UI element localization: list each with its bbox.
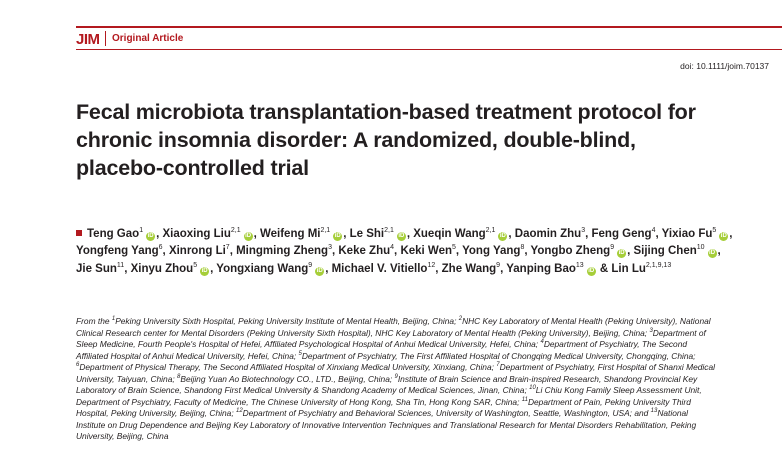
- orcid-icon[interactable]: iD: [245, 233, 252, 239]
- author-name: Xiaoxing Liu: [162, 228, 231, 240]
- author-affiliation-sup: 4: [651, 227, 656, 235]
- author-affiliation-sup: 5: [193, 261, 198, 269]
- author-name: Keke Zhu: [338, 245, 391, 258]
- author-name: Keki Wen: [400, 245, 452, 258]
- author-affiliation-sup: 5: [712, 227, 717, 235]
- author-affiliation-sup: 2,1: [384, 227, 394, 235]
- author-list: Teng Gao$^1$iD , Xiaoxing Liu$^{2,1}$iD , Weifeng Mi$^{2,1}$iD , Le Shi$^{2,1}$iD , Xueqin Wang$^{2,1}$iD , Daomin Zhu$^3$, Feng Geng$^4$, Yixiao Fu$^5$iD , Yongfeng Yang$^6$, Xinrong Li$^7$, Mingming Zheng$^3$, Keke Zhu$^4$, Keki Wen$^5$, Yong Yang$^8$, Yongbo Zheng$^9$iD , Sijing Chen$^{10}$iD , Jie Sun$^{11}$, Xinyu Zhou$^5$iD , Yongxiang Wang$^9$iD , Michael V. Vitiello$^{12}$, Zhe Wang$^9$, Yanping Bao$^{13}$iD & Lin Lu$^{2,1,9,13}$: [76, 227, 733, 275]
- author-affiliation-sup: 2,1: [230, 227, 241, 235]
- author-affiliation-sup: 6: [158, 244, 163, 252]
- affiliation-text: Department of Psychiatry, First Hospital of Shanxi Medical University, Taiyuan, China;: [76, 362, 715, 384]
- affiliation-number: 8: [177, 373, 181, 380]
- affiliation-number: 11: [521, 397, 528, 404]
- orcid-icon[interactable]: iD: [147, 233, 154, 239]
- author-affiliation-sup: 2,1: [320, 227, 331, 235]
- author-affiliation-sup: 2,1,9,13: [645, 261, 672, 269]
- author-affiliation-sup: 7: [225, 244, 230, 252]
- author-affiliation-sup: 11: [116, 261, 125, 269]
- affiliation-number: 7: [496, 362, 500, 369]
- author-affiliation-sup: 10: [696, 244, 705, 252]
- author-name: Teng Gao: [87, 228, 140, 240]
- author-affiliation-sup: 3: [328, 244, 332, 252]
- author-affiliation-sup: 5: [452, 244, 456, 252]
- author-name: Yixiao Fu: [661, 228, 713, 240]
- affiliation-number: 10: [529, 385, 536, 392]
- author-affiliation-sup: 13: [575, 261, 584, 269]
- affiliation-number: 13: [650, 408, 658, 415]
- author-name: Xueqin Wang: [413, 228, 486, 240]
- author-name: Yongbo Zheng: [530, 245, 611, 258]
- author-affiliation-sup: 9: [496, 261, 501, 269]
- author-name: Feng Geng: [591, 228, 652, 240]
- header-divider: [105, 31, 106, 46]
- orcid-icon[interactable]: iD: [618, 250, 625, 257]
- author-name: Weifeng Mi: [259, 228, 321, 240]
- author-name: Yongxiang Wang: [216, 262, 309, 275]
- article-type-label: Original Article: [112, 33, 184, 44]
- author-affiliation-sup: 1: [139, 227, 144, 235]
- author-name: Yongfeng Yang: [76, 245, 159, 258]
- author-affiliation-sup: 2,1: [485, 227, 496, 235]
- orcid-icon[interactable]: iD: [720, 233, 727, 239]
- affiliation-number: 12: [235, 408, 243, 415]
- affiliation-text: Department of Pain, Peking University Third Hospital, Peking University, Beijing, China;: [76, 396, 691, 419]
- orcid-icon[interactable]: iD: [709, 250, 716, 257]
- article-title: Fecal microbiota transplantation-based treatment protocol for chronic insomnia disorder: A randomized, double-blind, placebo-controlled trial: [76, 100, 696, 180]
- affiliation-number: 4: [540, 339, 544, 346]
- affiliation-number: 5: [298, 350, 302, 357]
- affiliation-number: 3: [649, 327, 653, 334]
- author-name: Jie Sun: [76, 262, 117, 275]
- affiliations: [76, 316, 716, 443]
- author-name: Xinrong Li: [168, 245, 226, 258]
- affiliations-intro: From the: [76, 316, 112, 326]
- affiliation-number: 6: [76, 362, 80, 369]
- author-affiliation-sup: 4: [390, 244, 395, 252]
- author-name: Lin Lu: [611, 262, 646, 275]
- affiliation-text: NHC Key Laboratory of Mental Health (Peking University), National Clinical Research center for Mental Disorders (Peking University Sixth Hospital), NHC Key Laboratory of Mental Health (Peking University), Beijing, China;: [76, 316, 711, 338]
- author-name: Yanping Bao: [506, 262, 576, 275]
- orcid-icon[interactable]: iD: [316, 267, 323, 274]
- author-affiliation-sup: 8: [520, 244, 525, 252]
- author-affiliation-sup: 3: [581, 227, 586, 235]
- orcid-icon[interactable]: iD: [398, 233, 405, 239]
- affiliation-text: Institute of Brain Science and Brain-inspired Research, Shandong Provincial Key Laboratory of Brain Science, Shandong First Medical University & Shandong Academy of Medical Sciences, Jinan, China;: [76, 373, 698, 396]
- affiliation-text: Department of Psychiatry and Behavioral Sciences, University of Washington, Seattle, Washington, USA; and: [242, 408, 651, 419]
- journal-logo: JIM: [76, 31, 100, 48]
- author-name: Xinyu Zhou: [130, 262, 194, 275]
- journal-header-bar: [76, 26, 782, 50]
- affiliation-text: Department of Sleep Medicine, Fourth People's Hospital of Hefei, Affiliated Psychological Hospital of Anhui Medical University, Hefei, China;: [76, 327, 706, 350]
- orcid-icon[interactable]: iD: [201, 267, 208, 274]
- author-name: Sijing Chen: [633, 245, 697, 258]
- affiliation-text: Li Chiu Kong Family Sleep Assessment Unit, Department of Psychiatry, Faculty of Medicine, The Chinese University of Hong Kong, Sha Tin, Hong Kong SAR, China;: [76, 385, 702, 407]
- affiliation-text: Beijing Yuan Ao Biotechnology CO., LTD., Beijing, China;: [180, 373, 395, 384]
- affiliation-text: Department of Psychiatry, The Second Affiliated Hospital of Anhui Medical University, Hefei, China;: [76, 339, 688, 361]
- author-name: Yong Yang: [462, 245, 521, 258]
- author-name: Daomin Zhu: [514, 228, 582, 240]
- author-name: Michael V. Vitiello: [331, 262, 428, 275]
- author-marker-icon: [76, 230, 82, 236]
- author-name: Zhe Wang: [441, 262, 497, 275]
- author-affiliation-sup: 12: [427, 261, 436, 269]
- affiliation-text: Department of Psychiatry, The First Affiliated Hospital of Chongqing Medical University, Chongqing, China;: [301, 350, 696, 361]
- affiliation-number: 2: [458, 316, 463, 323]
- author-name: Le Shi: [349, 228, 385, 240]
- orcid-icon[interactable]: iD: [499, 233, 506, 239]
- author-affiliation-sup: 9: [308, 261, 313, 269]
- author-name: Mingming Zheng: [236, 245, 329, 258]
- orcid-icon[interactable]: iD: [334, 233, 341, 239]
- author-affiliation-sup: 9: [610, 244, 615, 252]
- affiliation-number: 1: [111, 316, 116, 323]
- affiliation-text: National Institute on Drug Dependence and Beijing Key Laboratory of Innovative Intervention Techniques and Translational Research for Mental Disorders Rehabilitation, Peking University, Beijing, China: [76, 408, 697, 442]
- doi-link[interactable]: doi: 10.1111/joim.70137: [680, 61, 769, 71]
- orcid-icon[interactable]: iD: [588, 267, 595, 274]
- affiliation-text: Peking University Sixth Hospital, Peking University Institute of Mental Health, Beijing, China;: [115, 316, 459, 326]
- affiliation-text: Department of Physical Therapy, The Second Affiliated Hospital of Xinxiang Medical University, Xinxiang, China;: [79, 362, 497, 373]
- affiliation-number: 9: [394, 373, 398, 380]
